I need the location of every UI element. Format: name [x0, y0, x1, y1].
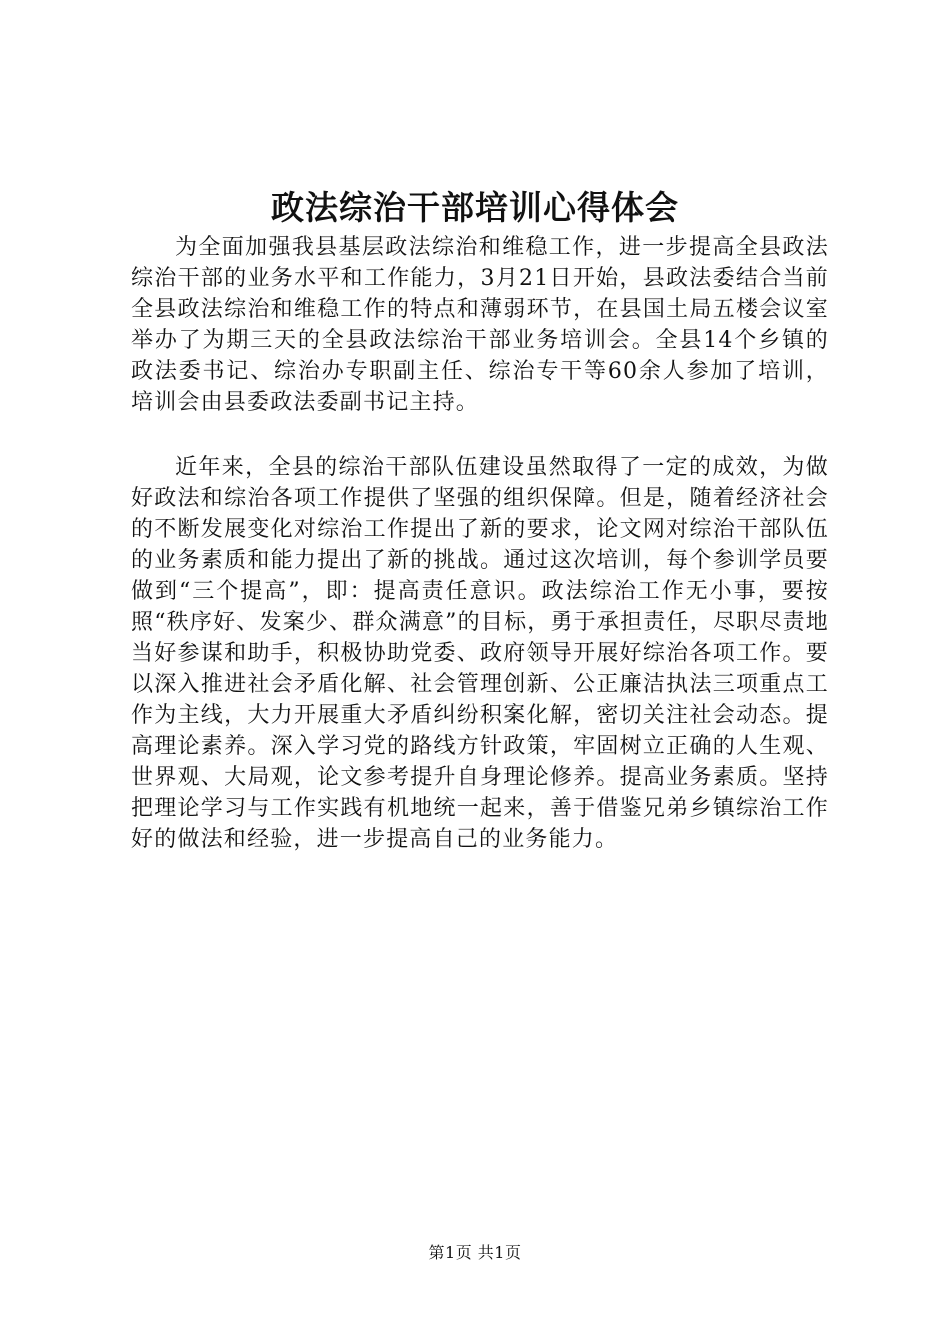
paragraph-1-block: [131, 232, 829, 418]
page-number-footer: 第1页 共1页: [428, 1243, 522, 1262]
body-paragraph: 近年来，全县的综治干部队伍建设虽然取得了一定的成效，为做好政法和综治各项工作提供了坚强的组织保障。但是，随着经济社会的不断发展变化对综治工作提出了新的要求，论文网对综治干部队伍的业务素质和能力提出了新的挑战。通过这次培训，每个参训学员要做到“三个提高”，即：提高责任意识。政法综治工作无小事，要按照“秩序好、发案少、群众满意”的目标，勇于承担责任，尽职尽责地当好参谋和助手，积极协助党委、政府领导开展好综治各项工作。要以深入推进社会矛盾化解、社会管理创新、公正廉洁执法三项重点工作为主线，大力开展重大矛盾纠纷积案化解，密切关注社会动态。提高理论素养。深入学习党的路线方针政策，牢固树立正确的人生观、世界观、大局观，论文参考提升自身理论修养。提高业务素质。坚持把理论学习与工作实践有机地统一起来，善于借鉴兄弟乡镇综治工作好的做法和经验，进一步提高自己的业务能力。: [131, 455, 829, 852]
body-paragraph: 为全面加强我县基层政法综治和维稳工作，进一步提高全县政法综治干部的业务水平和工作能力，3月21日开始，县政法委结合当前全县政法综治和维稳工作的特点和薄弱环节，在县国土局五楼会议室举办了为期三天的全县政法综治干部业务培训会。全县14个乡镇的政法委书记、综治办专职副主任、综治专干等60余人参加了培训，培训会由县委政法委副书记主持。: [131, 235, 829, 415]
document-title: 政法综治干部培训心得体会: [271, 188, 679, 227]
paragraph-2-block: [131, 452, 829, 855]
